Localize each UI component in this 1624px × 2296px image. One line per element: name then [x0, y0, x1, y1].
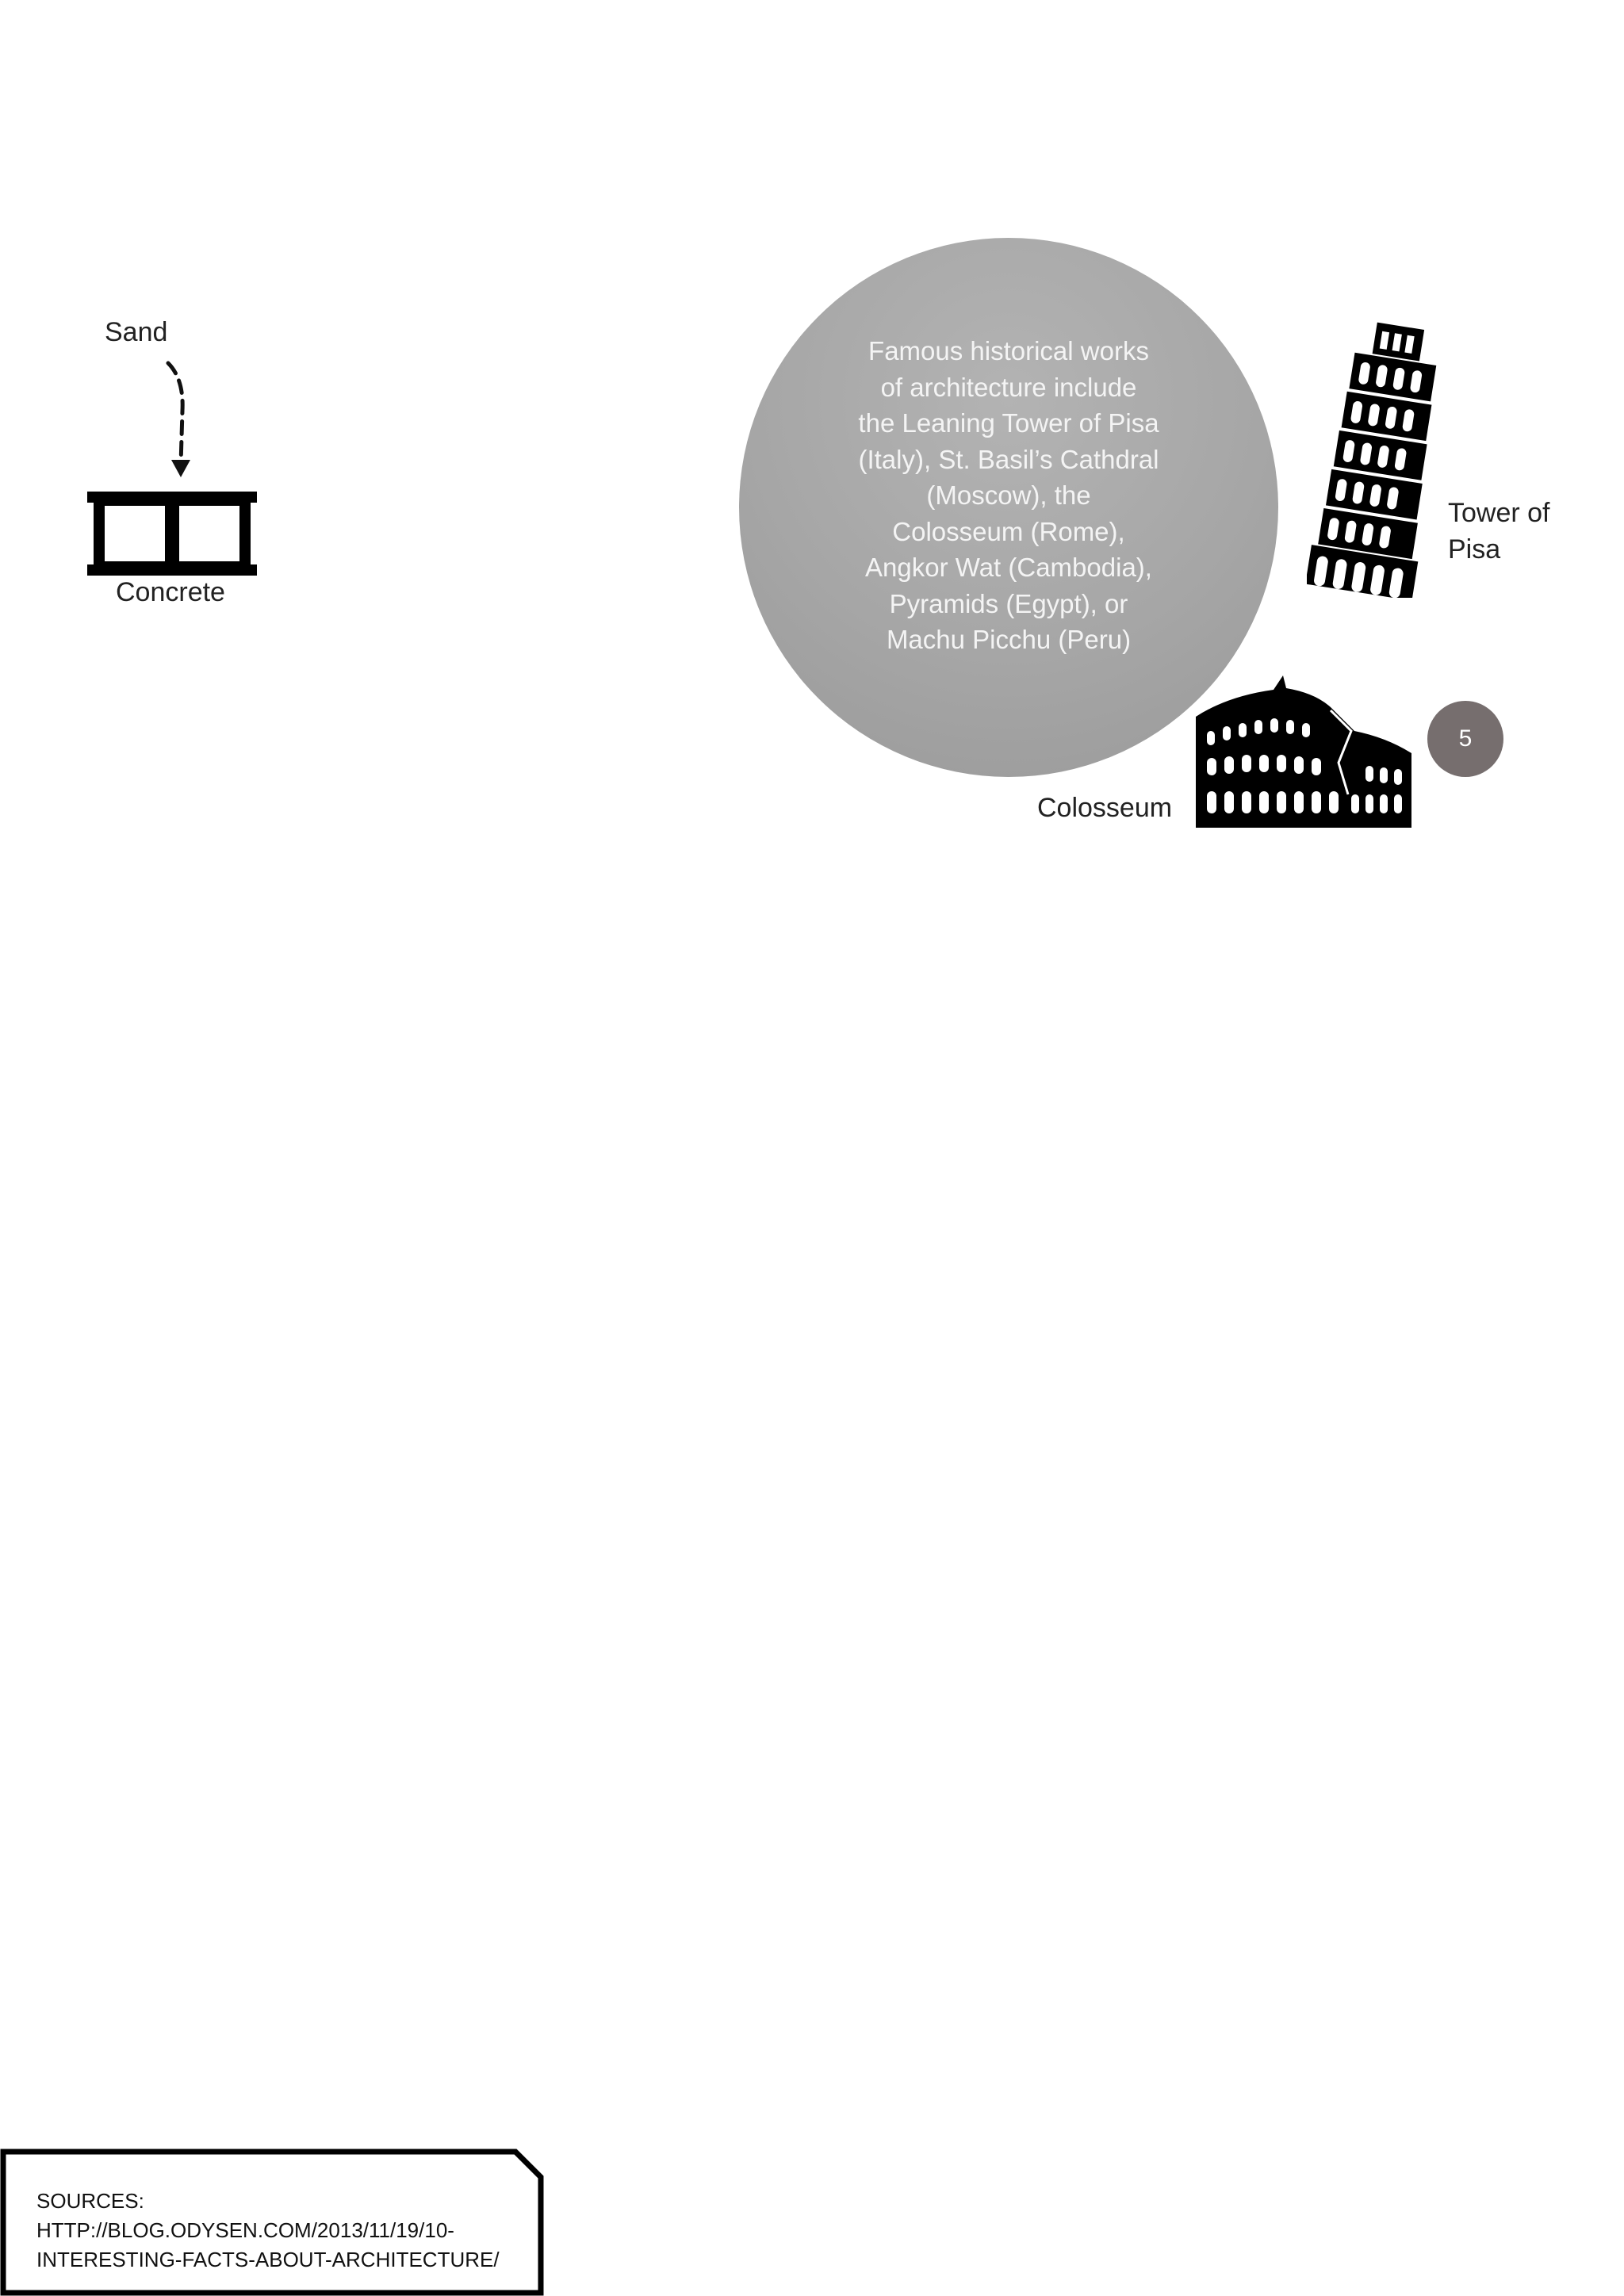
sources-heading: SOURCES: — [36, 2189, 144, 2213]
tower-of-pisa-label-line: Tower of — [1448, 498, 1550, 528]
info-line: (Italy), St. Basil’s Cathdral — [858, 444, 1159, 474]
info-line: Famous historical works — [868, 336, 1149, 365]
info-line: the Leaning Tower of Pisa — [858, 408, 1159, 438]
concrete-block-icon — [87, 492, 257, 576]
dashed-curved-arrow-icon — [159, 355, 206, 482]
tower-of-pisa-label-line: Pisa — [1448, 534, 1501, 564]
sand-label: Sand — [105, 317, 168, 347]
info-line: Machu Picchu (Peru) — [886, 625, 1132, 654]
colosseum-icon — [1196, 675, 1411, 828]
info-circle-text — [826, 333, 1191, 658]
info-line: Pyramids (Egypt), or — [889, 588, 1128, 618]
info-line: Colosseum (Rome), — [892, 516, 1125, 546]
colosseum-label: Colosseum — [1037, 793, 1173, 823]
page-number-badge: 5 — [1427, 701, 1503, 777]
tower-of-pisa-label — [1448, 495, 1583, 568]
sources-link-line: INTERESTING-FACTS-ABOUT-ARCHITECTURE/ — [36, 2248, 500, 2271]
concrete-label: Concrete — [116, 577, 225, 607]
sources-text — [36, 2187, 528, 2275]
info-line: Angkor Wat (Cambodia), — [865, 553, 1152, 582]
leaning-tower-of-pisa-icon — [1307, 319, 1440, 598]
info-line: of architecture include — [880, 372, 1137, 402]
info-line: (Moscow), the — [926, 480, 1091, 510]
sources-link-line: HTTP://BLOG.ODYSEN.COM/2013/11/19/10- — [36, 2218, 454, 2242]
